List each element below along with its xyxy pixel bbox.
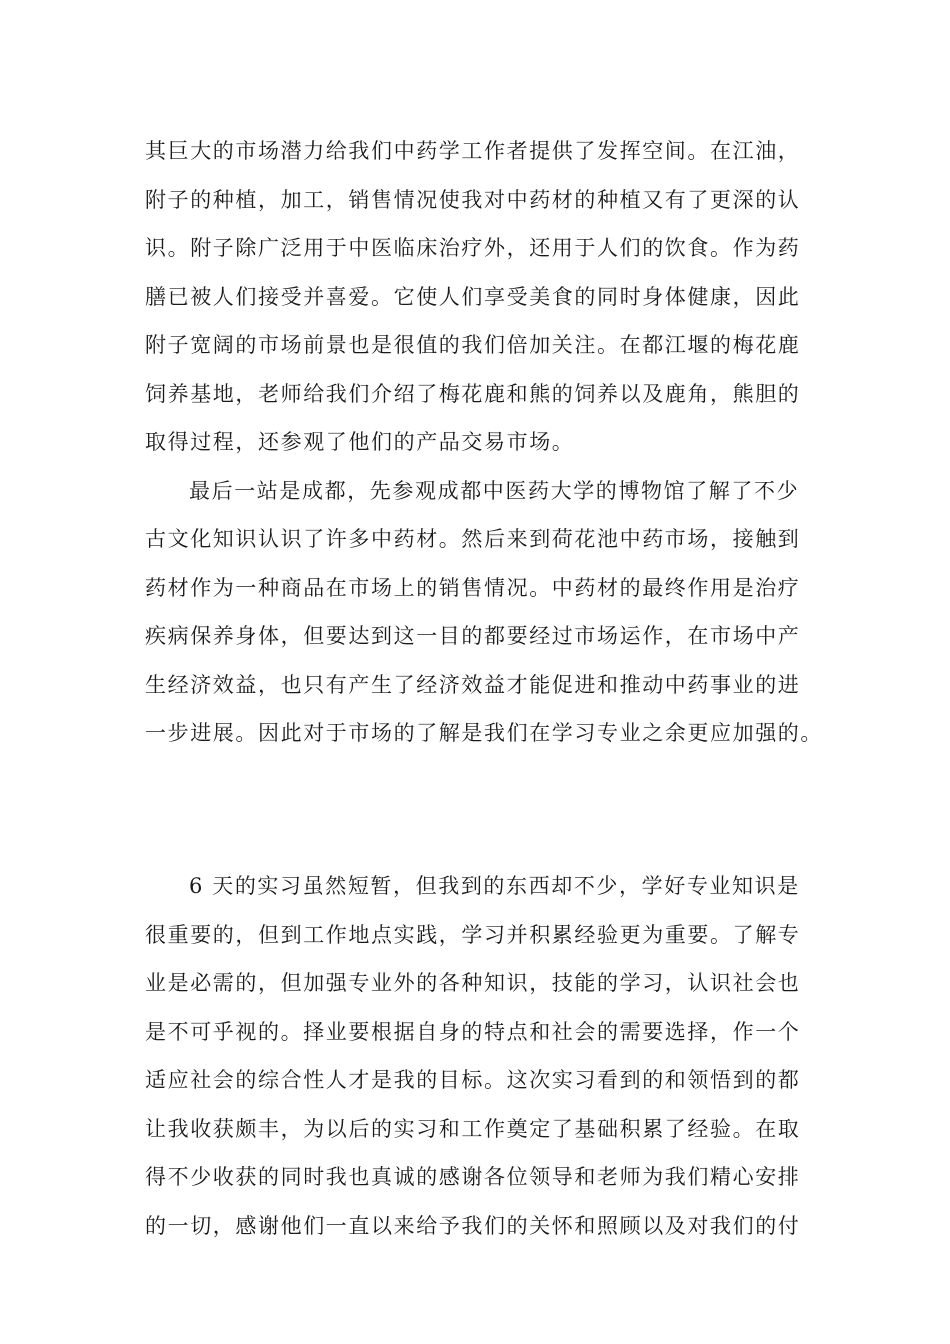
paragraph-3 [145,862,815,1250]
text-line: 古文化知识认识了许多中药材。然后来到荷花池中药市场，接触到 [145,527,801,551]
text-line: 让我收获颇丰，为以后的实习和工作奠定了基础积累了经验。在取 [145,1116,801,1141]
text-line: 膳已被人们接受并喜爱。它使人们享受美食的同时身体健康，因此 [145,284,801,309]
text-line: 很重要的，但到工作地点实践，学习并积累经验更为重要。了解专 [145,922,801,947]
text-line: 其巨大的市场潜力给我们中药学工作者提供了发挥空间。在江油， [145,139,801,163]
text-line: 生经济效益，也只有产生了经济效益才能促进和推动中药事业的进 [145,672,801,697]
paragraph-spacer [145,806,815,862]
text-line: 得不少收获的同时我也真诚的感谢各位领导和老师为我们精心安排 [145,1165,801,1189]
text-line: 疾病保养身体，但要达到这一目的都要经过市场运作，在市场中产 [145,624,801,648]
text-line: 附子的种植，加工，销售情况使我对中药材的种植又有了更深的认 [145,187,801,212]
text-line: 一步进展。因此对于市场的了解是我们在学习专业之余更应加强的。 [145,721,823,745]
paragraph-2 [145,467,823,807]
text-line: 业是必需的，但加强专业外的各种知识，技能的学习，认识社会也 [145,971,801,995]
text-line: 6 天的实习虽然短暂，但我到的东西却不少，学好专业知识是 [189,874,800,898]
paragraph-1 [145,127,815,467]
text-line: 是不可乎视的。择业要根据自身的特点和社会的需要选择，作一个 [145,1019,801,1044]
document-body [145,127,823,1250]
text-line: 适应社会的综合性人才是我的目标。这次实习看到的和领悟到的都 [145,1068,801,1092]
text-line: 的一切，感谢他们一直以来给予我们的关怀和照顾以及对我们的付 [145,1213,801,1238]
text-line [145,758,815,807]
text-line: 药材作为一种商品在市场上的销售情况。中药材的最终作用是治疗 [145,575,801,600]
text-line: 取得过程，还参观了他们的产品交易市场。 [145,430,575,454]
text-line: 饲养基地，老师给我们介绍了梅花鹿和熊的饲养以及鹿角，熊胆的 [145,381,801,406]
text-line: 最后一站是成都，先参观成都中医药大学的博物馆了解了不少 [189,478,800,503]
text-line: 识。附子除广泛用于中医临床治疗外，还用于人们的饮食。作为药 [145,236,801,260]
text-line: 附子宽阔的市场前景也是很值的我们倍加关注。在都江堰的梅花鹿 [145,333,801,357]
